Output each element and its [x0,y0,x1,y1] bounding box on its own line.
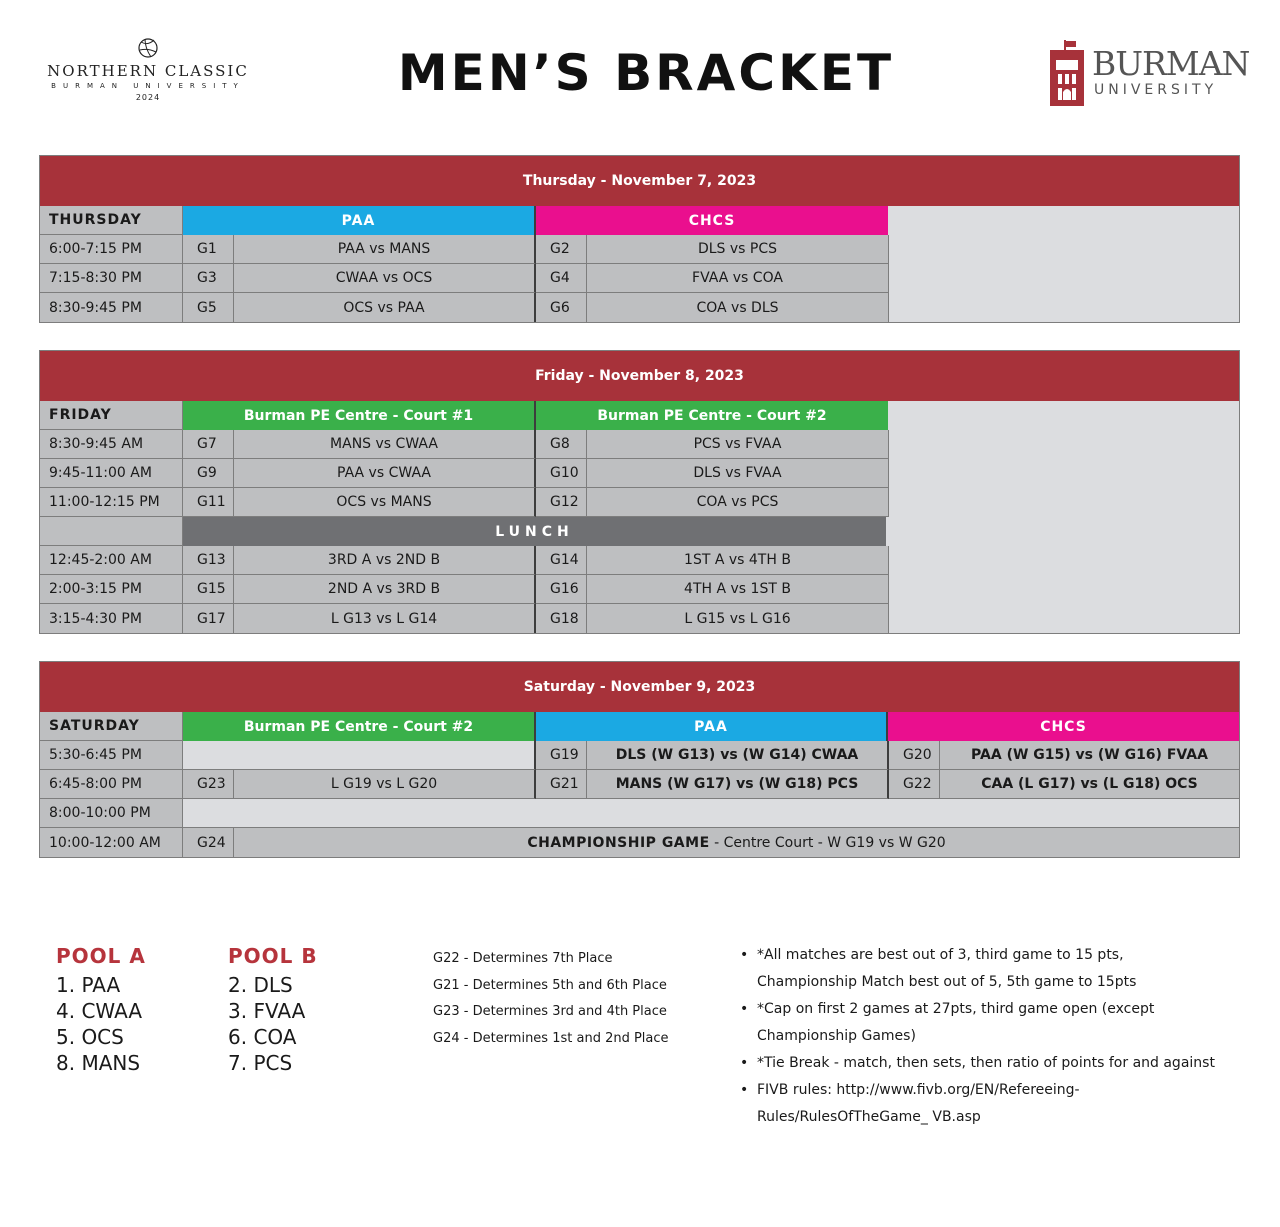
time-cell: 6:00-7:15 PM [40,235,183,264]
game-id: G20 [889,741,940,770]
nc-title: NORTHERN CLASSIC [47,62,249,80]
game-id: G10 [536,459,587,488]
blank-area [889,575,1239,604]
table-row [40,546,1239,575]
empty-slot [183,799,1239,828]
pool-a [56,944,216,1076]
time-cell: 7:15-8:30 PM [40,264,183,293]
table-row [40,575,1239,604]
game-id: G12 [536,488,587,517]
empty-slot [183,741,536,770]
championship-label: CHAMPIONSHIP GAME [527,834,710,851]
day-label: FRIDAY [40,401,183,430]
rules-notes [740,942,1218,1131]
matchup: FVAA vs COA [587,264,889,293]
list-item [740,942,1218,996]
game-id: G16 [536,575,587,604]
blank-area [889,264,1239,293]
bullet-icon: • [740,1082,749,1098]
placement-legend [433,946,693,1052]
time-cell: 2:00-3:15 PM [40,575,183,604]
matchup: PCS vs FVAA [587,430,889,459]
matchup: 2ND A vs 3RD B [234,575,536,604]
time-cell: 3:15-4:30 PM [40,604,183,633]
bullet-icon: • [740,1055,749,1071]
game-id: G18 [536,604,587,633]
table-row [40,828,1239,857]
blank-area [889,235,1239,264]
matchup: PAA vs MANS [234,235,536,264]
list-item: G24 - Determines 1st and 2nd Place [433,1030,669,1046]
thursday-schedule [39,155,1240,323]
lunch-banner: LUNCH [183,517,886,546]
table-row [40,741,1239,770]
list-item [740,996,1218,1050]
time-cell: 8:30-9:45 AM [40,430,183,459]
time-cell-empty [40,517,183,546]
pool-b [228,944,388,1076]
list-item: 5. OCS [56,1025,124,1049]
game-id: G14 [536,546,587,575]
list-item: 1. PAA [56,973,121,997]
list-item: G22 - Determines 7th Place [433,951,613,966]
game-id: G1 [183,235,234,264]
game-id: G2 [536,235,587,264]
table-row [40,206,1239,235]
table-row [40,712,1239,741]
blank-area [888,206,1239,235]
note-text: *All matches are best out of 3, third game to 15 pts, Championship Match best out of 5, 5th game to 15pts [757,947,1137,990]
matchup: PAA (W G15) vs (W G16) FVAA [940,741,1239,770]
matchup: L G19 vs L G20 [234,770,536,799]
bullet-icon: • [740,1001,749,1017]
saturday-date-band: Saturday - November 9, 2023 [40,662,1239,712]
day-label: SATURDAY [40,712,183,741]
matchup: CAA (L G17) vs (L G18) OCS [940,770,1239,799]
blank-area [886,517,1239,546]
table-row [40,235,1239,264]
day-label: THURSDAY [40,206,183,235]
list-item: 8. MANS [56,1051,141,1075]
time-cell: 10:00-12:00 AM [40,828,183,857]
table-row [40,264,1239,293]
game-id: G23 [183,770,234,799]
bu-name: BURMAN [1092,44,1250,83]
game-id: G21 [536,770,587,799]
friday-date-band: Friday - November 8, 2023 [40,351,1239,401]
pool-a-title: POOL A [56,944,146,968]
game-id: G6 [536,293,587,322]
blank-area [889,546,1239,575]
table-row [40,459,1239,488]
saturday-schedule [39,661,1240,858]
list-item: G21 - Determines 5th and 6th Place [433,977,667,993]
list-item: 3. FVAA [228,999,306,1023]
matchup: MANS vs CWAA [234,430,536,459]
blank-area [889,604,1239,633]
matchup: OCS vs MANS [234,488,536,517]
championship-game [234,828,1239,857]
matchup: OCS vs PAA [234,293,536,322]
game-id: G24 [183,828,234,857]
nc-subtitle: BURMAN UNIVERSITY [51,82,245,90]
matchup: L G13 vs L G14 [234,604,536,633]
blank-area [889,293,1239,322]
time-cell: 9:45-11:00 AM [40,459,183,488]
matchup: DLS vs FVAA [587,459,889,488]
list-item: G23 - Determines 3rd and 4th Place [433,1004,667,1019]
time-cell: 5:30-6:45 PM [40,741,183,770]
nc-year: 2024 [135,93,161,102]
list-item [740,1050,1218,1077]
matchup: DLS vs PCS [587,235,889,264]
matchup: 1ST A vs 4TH B [587,546,889,575]
list-item: 7. PCS [228,1051,293,1075]
matchup: MANS (W G17) vs (W G18) PCS [587,770,889,799]
table-row [40,799,1239,828]
matchup: PAA vs CWAA [234,459,536,488]
game-id: G5 [183,293,234,322]
list-item: 6. COA [228,1025,297,1049]
game-id: G13 [183,546,234,575]
matchup: DLS (W G13) vs (W G14) CWAA [587,741,889,770]
game-id: G8 [536,430,587,459]
page-title: MEN’S BRACKET [397,44,895,102]
venue-header: Burman PE Centre - Court #2 [536,401,888,430]
game-id: G11 [183,488,234,517]
time-cell: 6:45-8:00 PM [40,770,183,799]
game-id: G22 [889,770,940,799]
matchup: 4TH A vs 1ST B [587,575,889,604]
venue-header: CHCS [536,206,888,235]
table-row [40,488,1239,517]
blank-area [888,401,1239,430]
venue-header: PAA [183,206,536,235]
game-id: G15 [183,575,234,604]
venue-header: Burman PE Centre - Court #2 [183,712,536,741]
game-id: G19 [536,741,587,770]
game-id: G17 [183,604,234,633]
game-id: G3 [183,264,234,293]
matchup: COA vs DLS [587,293,889,322]
friday-schedule [39,350,1240,634]
venue-header: Burman PE Centre - Court #1 [183,401,536,430]
bullet-icon: • [740,947,749,963]
university-crest-icon [1050,40,1084,106]
fivb-rules-link[interactable]: FIVB rules: http://www.fivb.org/EN/Refereeing-Rules/RulesOfTheGame_ VB.asp [757,1082,1080,1125]
table-row [40,430,1239,459]
table-row [40,293,1239,322]
game-id: G4 [536,264,587,293]
note-text: *Cap on first 2 games at 27pts, third game open (except Championship Games) [757,1001,1155,1044]
matchup: CWAA vs OCS [234,264,536,293]
list-item [740,1077,1218,1131]
matchup: 3RD A vs 2ND B [234,546,536,575]
matchup: L G15 vs L G16 [587,604,889,633]
time-cell: 8:00-10:00 PM [40,799,183,828]
table-row [40,770,1239,799]
bu-university: UNIVERSITY [1094,82,1218,98]
time-cell: 8:30-9:45 PM [40,293,183,322]
table-row [40,401,1239,430]
game-id: G9 [183,459,234,488]
thursday-date-band: Thursday - November 7, 2023 [40,156,1239,206]
game-id: G7 [183,430,234,459]
blank-area [889,430,1239,459]
championship-detail: - Centre Court - W G19 vs W G20 [709,834,946,851]
time-cell: 12:45-2:00 AM [40,546,183,575]
matchup: COA vs PCS [587,488,889,517]
venue-header: CHCS [888,712,1239,741]
burman-university-logo [1050,40,1250,106]
list-item: 2. DLS [228,973,293,997]
note-text: *Tie Break - match, then sets, then ratio of points for and against [757,1055,1215,1071]
lunch-row [40,517,1239,546]
pool-b-title: POOL B [228,944,318,968]
blank-area [889,459,1239,488]
table-row [40,604,1239,633]
venue-header: PAA [536,712,888,741]
blank-area [889,488,1239,517]
list-item: 4. CWAA [56,999,143,1023]
time-cell: 11:00-12:15 PM [40,488,183,517]
